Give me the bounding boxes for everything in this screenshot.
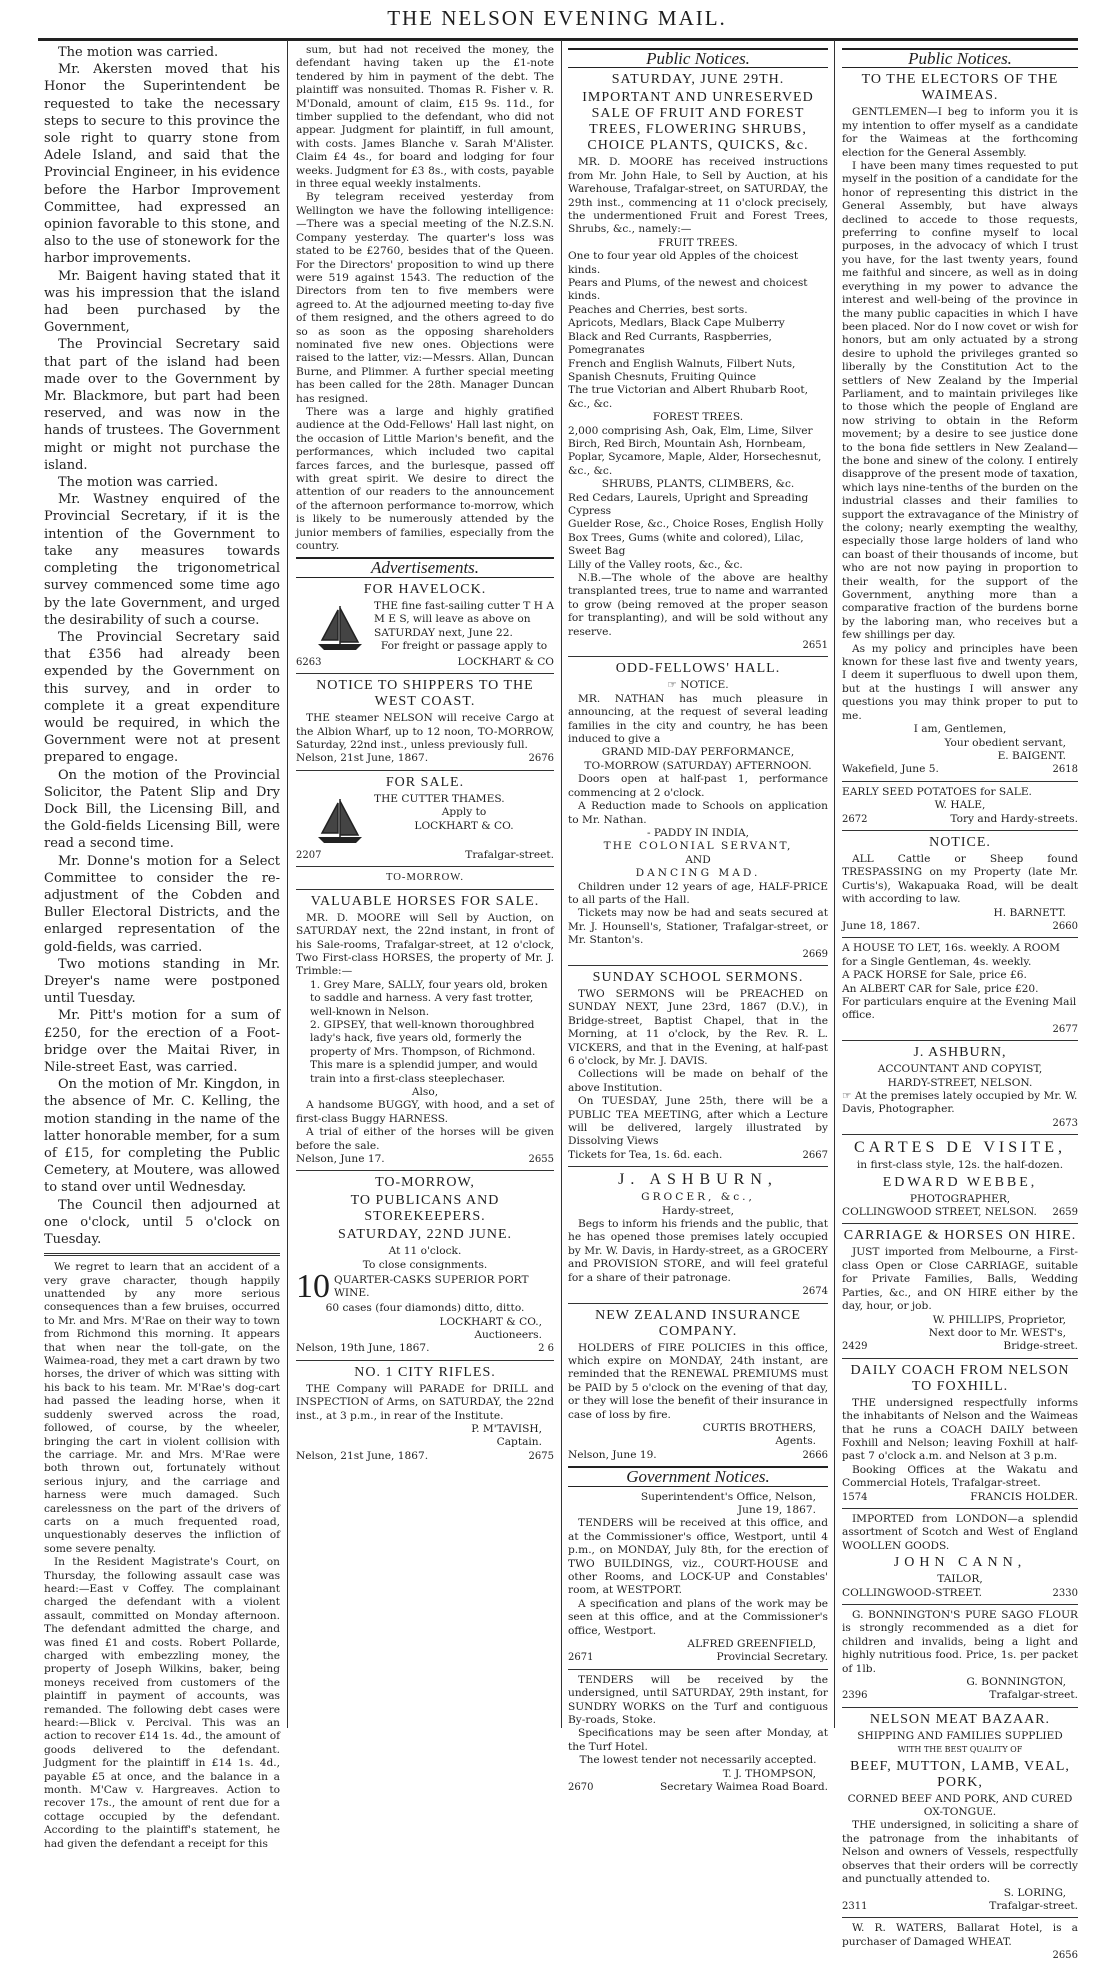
ad-electors bbox=[842, 72, 1078, 776]
local-news bbox=[44, 1261, 280, 1851]
ad-number: 2655 bbox=[528, 1154, 554, 1165]
ad-title: FOR SALE. bbox=[385, 774, 465, 790]
ad-sub: SHIPPING AND FAMILIES SUPPLIED bbox=[857, 1729, 1063, 1742]
ad-lowest: The lowest tender not necessarily accepted. bbox=[579, 1754, 817, 1767]
ad-sig: S. LORING, bbox=[1003, 1886, 1066, 1899]
ad-footer bbox=[568, 1149, 828, 1162]
ad-sig: T. J. THOMPSON, bbox=[722, 1767, 816, 1780]
paragraph: The motion was carried. bbox=[58, 475, 219, 491]
ad-sig: ALFRED GREENFIELD, bbox=[687, 1638, 816, 1651]
ad-street: Tory and Hardy-streets. bbox=[950, 812, 1078, 825]
ad-item: QUARTER-CASKS SUPERIOR PORT WINE. bbox=[334, 1273, 529, 1300]
ad-date: June 19, 1867. bbox=[737, 1503, 816, 1516]
ad-footer bbox=[296, 752, 554, 765]
ad-number: 2659 bbox=[1052, 1207, 1078, 1219]
pointing-hand-icon: ☞ bbox=[842, 1090, 855, 1103]
ad-body: TENDERS will be received by the undersigned, until SATURDAY, 29th instant, for SUNDRY WORKS on the Turf and contiguous By-roads, Stoke. bbox=[568, 1673, 828, 1727]
ad-body: MR. NATHAN has much pleasure in announcing, at the request of several leading families in the city and country, he has been induced to give a bbox=[568, 692, 828, 746]
ad-number: 2656 bbox=[1052, 1950, 1078, 1962]
ad-bazaar bbox=[842, 1712, 1078, 1913]
paragraph: Mr. Donne's motion for a Select Committee to consider the re-adjustment of the Cobden and Buller Electoral Districts, and the enlarged representation of the gold-fields, was carried. bbox=[44, 853, 280, 955]
paragraph: sum, but had not received the money, the defendant having taken up the £1-note tendered by him in payment of the debt. The plaintiff was nonsuited. Thomas R. Fisher v. R. M'Donald, amount of claim, £15 9s. 11d., for timber supplied to the defendant, who did not appear. Judgment for plaintiff, in full amount, with costs. James Blanche v. Sarah M'Alister. Claim £4 4s., for board and lodging for four weeks. Judgment for £3 8s., with costs, payable in three equal weekly instalments. bbox=[296, 44, 554, 191]
divider bbox=[568, 1303, 828, 1304]
ad-footer bbox=[842, 1900, 1078, 1913]
column-1 bbox=[44, 44, 280, 1850]
ad-buggy: A handsome BUGGY, with hood, and a set of first-class Buggy HARNESS. bbox=[296, 1099, 554, 1125]
list-item: The true Victorian and Albert Rhubarb Root, &c., &c. bbox=[568, 384, 809, 410]
paragraph: On the motion of the Provincial Solicitor, the Patent Slip and Dry Dock Bill, the Licensing Bill, and the Gold-fields Licensing Bill, were read a second time. bbox=[44, 767, 280, 852]
ad-show: THE COLONIAL SERVANT, bbox=[603, 840, 793, 853]
ad-notice bbox=[568, 679, 828, 692]
list-item: 2. GIPSEY, that well-known thoroughbred lady's hack, five years old, formerly the property of Mrs. Thompson, of Richmond. This mare is a splendid jumper, and would train into a first-class steeplechaser. bbox=[310, 1018, 538, 1085]
ad-footer bbox=[842, 1206, 1078, 1219]
ad-street: Bridge-street. bbox=[1003, 1340, 1078, 1353]
ad-date: Nelson, 19th June, 1867. bbox=[296, 1342, 430, 1355]
ad-title: SUNDAY SCHOOL SERMONS. bbox=[592, 969, 804, 985]
ad-number: 2 6 bbox=[538, 1343, 554, 1355]
ad-trial: A trial of either of the horses will be given before the sale. bbox=[296, 1126, 554, 1152]
ad-tuesday: On TUESDAY, June 25th, there will be a PUBLIC TEA MEETING, after which a Lecture will be delivered, largely illustrated by Dissolving Views bbox=[568, 1095, 828, 1148]
paragraph: The Provincial Secretary said that £356 had already been expended by the Government on this survey, and in order to complete it a great expenditure would be required, in which the Government were not at present prepared to engage. bbox=[44, 629, 280, 766]
divider bbox=[842, 1358, 1078, 1359]
ad-item: 60 cases (four diamonds) ditto, ditto. bbox=[325, 1302, 525, 1315]
ad-name: J. ASHBURN, bbox=[913, 1045, 1007, 1061]
ad-number: 6263 bbox=[296, 656, 322, 668]
ad-number: 2673 bbox=[1052, 1117, 1078, 1129]
section-divider bbox=[44, 1253, 280, 1256]
ad-number: 2666 bbox=[802, 1449, 828, 1461]
list-item: French and English Walnuts, Filbert Nuts, Spanish Chesnuts, Fruiting Quince bbox=[568, 357, 796, 383]
divider bbox=[296, 889, 554, 890]
ad-date: June 18, 1867. bbox=[842, 919, 921, 932]
ad-street: Hardy-street, bbox=[662, 1204, 734, 1217]
shrub-list bbox=[568, 492, 828, 572]
paragraph: The motion was carried. bbox=[58, 45, 219, 60]
ad-name: JOHN CANN, bbox=[893, 1555, 1027, 1571]
divider bbox=[296, 770, 554, 771]
list-item: Pears and Plums, of the newest and choicest kinds. bbox=[568, 277, 808, 303]
ad-footer bbox=[568, 1781, 828, 1794]
divider bbox=[842, 1604, 1078, 1605]
ad-line: THE CUTTER THAMES. bbox=[374, 792, 505, 805]
ad-body: in first-class style, 12s. the half-dozen. bbox=[856, 1159, 1064, 1172]
ad-addr: Next door to Mr. WEST's, bbox=[928, 1326, 1066, 1339]
ad-number: 2676 bbox=[528, 753, 554, 765]
paragraph: There was a large and highly gratified audience at the Odd-Fellows' Hall last night, on the occasion of Little Marion's benefit, and the performances, which included two capital farces farces, and the burlesque, passed off with great spirit. We desire to direct the attention of our readers to the announcement of the afternoon performance to-morrow, which is likely to be numerously attended by the junior members of families, especially from the country. bbox=[296, 405, 554, 553]
ad-body: MR. D. MOORE has received instructions from Mr. John Hale, to Sell by Auction, at his Warehouse, Trafalgar-street, on SATURDAY, the 29th inst., commencing at 11 o'clock precisely, the undermentioned Fruit and Forest Trees, Shrubs, &c., namely:— bbox=[568, 156, 828, 236]
ad-date: Nelson, 21st June, 1867. bbox=[296, 1449, 429, 1462]
ad-number: 2671 bbox=[568, 1652, 594, 1664]
ad-date: Nelson, 21st June, 1867. bbox=[296, 752, 429, 765]
council-report bbox=[44, 44, 280, 1248]
ad-title: IMPORTANT AND UNRESERVED SALE OF FRUIT AND FOREST TREES, FLOWERING SHRUBS, CHOICE PLANTS, QUICKS, &c. bbox=[582, 90, 814, 154]
ad-footer bbox=[296, 849, 554, 862]
divider bbox=[842, 1508, 1078, 1509]
ad-para: I have been many times requested to put myself in the position of a candidate for the honor of representing this district in the General Assembly, but have always declined to accede to those requests, preferring to confine myself to local purposes, in the advocacy of which I trust you have, for the last twenty years, found me faithful and sincere, as well as in doing everything in my power to advance the interest and well-being of the province in the many public capacities in which I have been placed. Nor do I now covet or wish for honors, but am only actuated by a strong desire to uphold the privileges granted so liberally by the Constitution Act to the settlers of New Zealand by the Imperial Parliament, and to maintain privileges like to those which the people of England are now striving to obtain in the Reform movement; by a desire to see justice done to the bona fide settlers in New Zealand—the bone and sinew of the colony. I entirely disapprove of the present mode of taxation, which lays nine-tenths of the burden on the industrial classes and their families to support the extravagance of the Ministry of the colony; nearly exempting the wealthy, especially those large holders of land who can boast of their thousands of income, but who are not now paying in proportion to their wealth, for the support of the Government, anything more than a comparative fraction of the burdens borne by the laboring man, who receives but a few shillings per day. bbox=[842, 160, 1078, 642]
ad-time: At 11 o'clock. bbox=[388, 1245, 462, 1258]
ad-sig: W. PHILLIPS, Proprietor, bbox=[932, 1313, 1066, 1326]
ad-publicans bbox=[296, 1175, 554, 1355]
ad-street: Trafalgar-street. bbox=[465, 848, 554, 861]
ad-role: Agents. bbox=[775, 1435, 816, 1448]
divider bbox=[568, 656, 828, 657]
ship-icon bbox=[314, 602, 366, 654]
divider bbox=[842, 1134, 1078, 1135]
ad-cartes bbox=[842, 1139, 1078, 1219]
divider bbox=[568, 965, 828, 966]
ad-body: TWO SERMONS will be PREACHED on SUNDAY NEXT, June 23rd, 1867 (D.V.), in Bridge-street, Baptist Chapel, that in the Morning, at 11 o'clock, by the Rev. R. L. VICKERS, and that in the Evening, at half-past 6 o'clock, by Mr. J. DAVIS. bbox=[568, 987, 828, 1067]
column-3 bbox=[568, 44, 828, 1794]
pointing-hand-icon: ☞ bbox=[667, 679, 681, 692]
ad-sermons bbox=[568, 970, 828, 1162]
ad-body: IMPORTED from LONDON—a splendid assortment of Scotch and West of England WOOLLEN GOODS. bbox=[842, 1512, 1078, 1552]
ad-number: 2667 bbox=[802, 1149, 828, 1161]
forest-head: FOREST TREES. bbox=[652, 411, 744, 424]
ad-body: TENDERS will be received at this office, and at the Commissioner's office, Westport, until 4 p.m., on MONDAY, July 8th, for the erection of TWO BUILDINGS, viz., COURT-HOUSE and other Rooms, and LOCK-UP and Constables' room, at WESTPORT. bbox=[568, 1517, 828, 1597]
ad-role: Auctioneers. bbox=[474, 1329, 542, 1342]
ad-body: W. R. WATERS, Ballarat Hotel, is a purchaser of Damaged WHEAT. bbox=[842, 1922, 1078, 1948]
ad-title: VALUABLE HORSES FOR SALE. bbox=[310, 893, 540, 909]
column-4 bbox=[842, 44, 1078, 1962]
ad-sig: E. BAIGENT. bbox=[997, 749, 1066, 762]
ad-street: Trafalgar-street. bbox=[989, 1689, 1078, 1702]
ad-role: Captain. bbox=[496, 1436, 542, 1449]
ad-trespass-notice bbox=[842, 835, 1078, 933]
ad-line: For particulars enquire at the Evening Mail office. bbox=[842, 996, 1077, 1022]
ad-also: Also, bbox=[411, 1085, 439, 1098]
list-item: Guelder Rose, &c., Choice Roses, English Holly bbox=[568, 518, 824, 531]
ad-show: DANCING MAD. bbox=[635, 867, 761, 880]
ad-title: TO THE ELECTORS OF THE WAIMEAS. bbox=[861, 72, 1059, 104]
divider bbox=[842, 1223, 1078, 1224]
ad-title: DAILY COACH FROM NELSON TO FOXHILL. bbox=[850, 1362, 1070, 1394]
ad-role: TAILOR, bbox=[937, 1573, 983, 1586]
paragraph: By telegram received yesterday from Wellington we have the following intelligence:—There was a special meeting of the N.Z.S.N. Company yesterday. The quarter's loss was stated to be £2760, besides that of the Queen. For the Directors' proposition to wind up there were 519 against 1543. The reduction of the Directors from ten to five members were agreed to. At the adjourned meeting to-day five of them resigned, and the others agreed to do so as soon as the opposing shareholders nominated five new ones. Objections were raised to the latter, viz:—Messrs. Allan, Duncan Burne, and Plimmer. A further special meeting has been called for the 28th. Manager Duncan has resigned. bbox=[296, 191, 554, 405]
ad-body: Begs to inform his friends and the public, that he has opened those premises lately occupied by Mr. W. Davis, in Hardy-street, as a GROCERY and PROVISION STORE, and will feel grateful for a share of their patronage. bbox=[568, 1218, 828, 1284]
ad-trade: GROCER, &c., bbox=[641, 1191, 755, 1204]
paragraph: The Council then adjourned at one o'clock, until 5 o'clock on Tuesday. bbox=[44, 1197, 280, 1248]
ad-spec: A specification and plans of the work may be seen at this office, and at the Commissioner's office, Westport. bbox=[568, 1597, 828, 1637]
ad-doors: Doors open at half-past 1, performance commencing at 2 o'clock. bbox=[568, 773, 828, 799]
ad-body-row bbox=[842, 1090, 1078, 1117]
ad-body: At the premises lately occupied by Mr. W. Davis, Photographer. bbox=[842, 1090, 1078, 1116]
ad-cured: CORNED BEEF AND PORK, AND CURED OX-TONGUE. bbox=[847, 1792, 1073, 1819]
ad-sago bbox=[842, 1609, 1078, 1703]
ad-and: AND bbox=[685, 853, 711, 866]
list-item: One to four year old Apples of the choicest kinds. bbox=[568, 250, 799, 276]
ad-body: THE steamer NELSON will receive Cargo at the Albion Wharf, up to 12 noon, TO-MORROW, Saturday, 22nd inst., unless previously full. bbox=[296, 712, 554, 752]
ad-number: 2429 bbox=[842, 1341, 868, 1353]
column-divider bbox=[287, 40, 288, 1728]
horse-list bbox=[296, 979, 554, 1086]
ad-office: Superintendent's Office, Nelson, bbox=[640, 1490, 816, 1503]
list-item: Box Trees, Gums (white and colored), Lilac, Sweet Bag bbox=[568, 531, 804, 558]
list-item: Apricots, Medlars, Black Cape Mulberry bbox=[568, 317, 785, 330]
ad-pre: TO-MORROW. bbox=[386, 872, 464, 884]
ad-agent: LOCKHART & CO., bbox=[439, 1315, 542, 1328]
ad-footer bbox=[842, 763, 1078, 776]
divider bbox=[296, 1360, 554, 1361]
ad-sig: H. BARNETT. bbox=[993, 906, 1066, 919]
ad-bignum: 10 bbox=[296, 1268, 330, 1306]
paragraph: Mr. Wastney enquired of the Provincial Secretary, if it is the intention of the Government to take any measures towards completing the trigonometrical survey commenced some time ago by the late Government, and urged the desirability of such a course. bbox=[44, 492, 280, 628]
ad-meats: BEEF, MUTTON, LAMB, VEAL, PORK, bbox=[850, 1758, 1070, 1790]
column-2 bbox=[296, 44, 554, 1724]
ad-number: 2672 bbox=[842, 813, 868, 825]
ad-street: COLLINGWOOD-STREET. bbox=[842, 1586, 982, 1599]
divider bbox=[842, 937, 1078, 938]
ad-body: THE undersigned, in soliciting a share of the patronage from the inhabitants of Nelson and owners of Vessels, respectfully observes that their orders will be correctly and punctually attended to. bbox=[842, 1819, 1078, 1886]
ad-title: CARTES DE VISITE, bbox=[853, 1139, 1067, 1157]
ad-perf: GRAND MID-DAY PERFORMANCE, bbox=[601, 746, 795, 759]
ad-number: 2669 bbox=[802, 948, 828, 960]
ad-title: TO PUBLICANS AND STOREKEEPERS. bbox=[350, 1193, 500, 1225]
divider bbox=[568, 1669, 828, 1670]
ad-number: 2675 bbox=[528, 1450, 554, 1462]
ad-footer bbox=[842, 1340, 1078, 1353]
ad-children: Children under 12 years of age, HALF-PRICE to all parts of the Hall. bbox=[568, 880, 828, 906]
ad-body: JUST imported from Melbourne, a First-class Open or Close CARRIAGE, suitable for Private Families, Balls, Wedding Parties, &c., and ON HIRE either by the day, hour, or job. bbox=[842, 1246, 1078, 1313]
ad-street: Trafalgar-street. bbox=[989, 1899, 1078, 1912]
ad-number: 2311 bbox=[842, 1900, 868, 1912]
ad-accountant bbox=[842, 1045, 1078, 1130]
ad-booking: Booking Offices at the Wakatu and Commercial Hotels, Trafalgar-street. bbox=[842, 1463, 1078, 1490]
ad-footer bbox=[568, 1651, 828, 1664]
ad-ashburn-grocer bbox=[568, 1171, 828, 1298]
ad-footer bbox=[568, 1449, 828, 1462]
ad-number: 2670 bbox=[568, 1782, 594, 1794]
ad-title: ODD-FELLOWS' HALL. bbox=[615, 661, 781, 677]
shrubs-head: SHRUBS, PLANTS, CLIMBERS, &c. bbox=[601, 478, 795, 491]
paragraph: Mr. Baigent having stated that it was his impression that the island had been purchased by the Government, bbox=[44, 268, 280, 336]
ad-footer bbox=[842, 1689, 1078, 1702]
ad-potatoes bbox=[842, 786, 1078, 826]
ad-with: WITH THE BEST QUALITY OF bbox=[897, 1745, 1023, 1755]
section-heading: Government Notices. bbox=[568, 1466, 828, 1486]
ad-date: Nelson, June 17. bbox=[296, 1153, 385, 1165]
ad-line: LOCKHART & CO. bbox=[414, 819, 514, 832]
ad-rifles bbox=[296, 1365, 554, 1463]
ad-name: EDWARD WEBBE, bbox=[882, 1174, 1038, 1190]
ad-sig: W. HALE, bbox=[934, 799, 986, 812]
ad-role: Provincial Secretary. bbox=[716, 1651, 828, 1664]
news-continued bbox=[296, 44, 554, 553]
ad-tickets: Tickets for Tea, 1s. 6d. each. bbox=[568, 1148, 723, 1161]
ad-sig: P. M'TAVISH, bbox=[471, 1423, 542, 1436]
ad-tenders-westport bbox=[568, 1491, 828, 1665]
ad-footer bbox=[296, 1342, 554, 1355]
ad-close: I am, Gentlemen, bbox=[913, 723, 1007, 736]
ad-number: 2651 bbox=[802, 640, 828, 652]
ad-para: As my policy and principles have been known for these last five and twenty years, I deem it superfluous to dwell upon them, but at the hustings I will answer any questions you may think proper to put to me. bbox=[842, 642, 1078, 722]
list-item: Lilly of the Valley roots, &c., &c. bbox=[568, 558, 743, 571]
ad-item-row bbox=[296, 1268, 554, 1306]
ad-title: ACCOUNTANT AND COPYIST, bbox=[877, 1063, 1043, 1076]
ad-sig: CURTIS BROTHERS, bbox=[702, 1421, 816, 1434]
ad-line: A PACK HORSE for Sale, price £6. bbox=[842, 969, 1027, 982]
ad-havelock bbox=[296, 582, 554, 669]
paragraph: In the Resident Magistrate's Court, on Thursday, the following assault case was heard:—East v Coffey. The complainant charged the defendant with a violent assault, committed on Monday afternoon. The defendant admitted the charge, and was fined £1 and costs. Robert Pollarde, charged with embezzling money, the property of Joseph Wilkins, baker, being moneys received from customers of the plaintiff in payment of accounts, was remanded. The following debt cases were heard:—Blick v. Percival. This was an action to recover £14 1s. 4d., the amount of goods delivered to the defendant. Judgment for the plaintiff in £14 1s. 4d., payable £5 at once, and the balance in a month. M'Caw v. Hargreaves. Action to recover 17s., the amount of rent due for a cottage occupied by the defendant. According to the plaintiff's statement, he had given the defendant a receipt for this bbox=[44, 1556, 280, 1850]
ad-street: COLLINGWOOD STREET, NELSON. bbox=[842, 1206, 1037, 1219]
divider bbox=[296, 866, 554, 867]
ad-footer bbox=[842, 813, 1078, 826]
ad-horses bbox=[296, 871, 554, 1166]
divider bbox=[842, 1707, 1078, 1708]
divider bbox=[568, 1166, 828, 1167]
ad-date: Wakefield, June 5. bbox=[842, 763, 939, 776]
ad-role: PHOTOGRAPHER, bbox=[909, 1192, 1011, 1205]
divider bbox=[842, 781, 1078, 782]
ad-tenders-stoke bbox=[568, 1674, 828, 1795]
ad-sig: G. BONNINGTON, bbox=[966, 1676, 1066, 1689]
ad-body: EARLY SEED POTATOES for SALE. bbox=[842, 785, 1032, 798]
paragraph: We regret to learn that an accident of a very grave character, though happily unattended by any more serious consequences than a few bruises, occurred to Mr. and Mrs. M'Rae on their way to town from Richmond this morning. It appears that when near the toll-gate, on the Waimea-road, they met a cart drawn by two horses, the driver of which was sitting with his back to his team. Mr. M'Rae's dog-cart had passed the leading horse, when it suddenly swerved across the road, followed, of course, by the wheeler, bringing the cart in violent collision with the carriage. Mr. and Mrs. M'Rae were both thrown out, fortunately without serious injury, and the carriage and harness were much damaged. Such carelessness on the part of the drivers of carts on a much frequented road, unquestionably deserves the infliction of some severe penalty. bbox=[44, 1261, 280, 1555]
ad-freight: For freight or passage apply to bbox=[380, 640, 548, 653]
ad-spec: Specifications may be seen after Monday, at the Turf Hotel. bbox=[568, 1727, 828, 1753]
fruit-list bbox=[568, 250, 828, 411]
divider bbox=[296, 673, 554, 674]
ad-body: THE Company will PARADE for DRILL and INSPECTION of Arms, on SATURDAY, the 22nd inst., at 3 p.m., in rear of the Institute. bbox=[296, 1382, 554, 1422]
ad-show: - PADDY IN INDIA, bbox=[646, 826, 750, 839]
ad-collections: Collections will be made on behalf of the above Institution. bbox=[568, 1068, 828, 1094]
list-item: Peaches and Cherries, best sorts. bbox=[568, 303, 748, 316]
ad-title: J. ASHBURN, bbox=[618, 1171, 778, 1189]
ad-footer bbox=[296, 1153, 554, 1166]
notice-label: NOTICE. bbox=[680, 679, 729, 692]
ship-icon bbox=[314, 795, 366, 847]
ad-close: To close consignments. bbox=[362, 1258, 488, 1271]
paragraph: Mr. Akersten moved that his Honor the Superintendent be requested to take the necessary steps to secure to this province the sole right to quarry stone from Adele Island, and said that the Provincial Engineer, in his evidence before the Harbor Improvement Committee, had expressed an opinion favorable to this stone, and also to the use of stonework for the harbor improvements. bbox=[44, 62, 280, 267]
ad-body: HOLDERS of FIRE POLICIES in this office, which expire on MONDAY, 24th instant, are reminded that the RENEWAL PREMIUMS must be PAID by 5 o'clock on the evening of that day, or they will lose the benefit of their insurance in case of loss by fire. bbox=[568, 1341, 828, 1421]
ad-number: 2207 bbox=[296, 849, 322, 861]
ad-nb: N.B.—The whole of the above are healthy transplanted trees, true to name and warranted to grow (being removed at the proper season for transplanting), and will be sold without any reserve. bbox=[568, 572, 828, 638]
ad-para: GENTLEMEN—I beg to inform you it is my intention to offer myself as a candidate for the Waimeas at the forthcoming election for the General Assembly. bbox=[842, 106, 1078, 159]
ad-body: MR. D. MOORE will Sell by Auction, on SATURDAY next, the 22nd instant, in front of his Sale-rooms, Trafalgar-street, at 12 o'clock, Two First-class HORSES, the property of Mr. J. Trimble:— bbox=[296, 911, 554, 978]
ad-auction bbox=[568, 72, 828, 652]
top-rule bbox=[38, 38, 1078, 41]
ad-footer bbox=[842, 1587, 1078, 1600]
column-divider bbox=[561, 40, 562, 1728]
ad-number: 1574 bbox=[842, 1491, 868, 1503]
list-item: Black and Red Currants, Raspberries, Pomegranates bbox=[568, 330, 772, 357]
ad-line: Apply to bbox=[441, 806, 487, 819]
ad-footer bbox=[842, 1491, 1078, 1504]
ad-when: TO-MORROW (SATURDAY) AFTERNOON. bbox=[584, 759, 812, 772]
ad-title: NOTICE. bbox=[929, 834, 991, 850]
ad-number: 2618 bbox=[1052, 764, 1078, 776]
ad-role: Secretary Waimea Road Board. bbox=[660, 1781, 828, 1794]
ad-footer bbox=[296, 656, 554, 669]
ad-line: An ALBERT CAR for Sale, price £20. bbox=[842, 982, 1039, 995]
divider bbox=[296, 1170, 554, 1171]
ad-street: HARDY-STREET, NELSON. bbox=[887, 1076, 1033, 1089]
list-item: 1. Grey Mare, SALLY, four years old, broken to saddle and harness. A very fast trotter, well-known in Nelson. bbox=[310, 978, 548, 1018]
ad-insurance bbox=[568, 1308, 828, 1463]
ad-sig: FRANCIS HOLDER. bbox=[970, 1490, 1078, 1503]
fruit-head: FRUIT TREES. bbox=[658, 236, 738, 249]
ad-number: 2396 bbox=[842, 1690, 868, 1702]
ad-body: THE undersigned respectfully informs the inhabitants of Nelson and the Waimeas that he runs a COACH DAILY between Foxhill and Nelson; leaving Foxhill at half-past 7 o'clock a.m. and Nelson at 3 p.m. bbox=[842, 1396, 1078, 1463]
ad-number: 2660 bbox=[1052, 920, 1078, 932]
ad-tailor bbox=[842, 1513, 1078, 1600]
ad-carriage bbox=[842, 1228, 1078, 1353]
ad-body: THE fine fast-sailing cutter T H A M E S, will leave as above on SATURDAY next, June 22. bbox=[374, 599, 554, 639]
ad-footer bbox=[296, 1450, 554, 1463]
ad-forsale bbox=[296, 775, 554, 862]
forest-list: 2,000 comprising Ash, Oak, Elm, Lime, Silver Birch, Red Birch, Mountain Ash, Hornbeam, Poplar, Sycamore, Maple, Alder, Horsechesnut, &c., &c. bbox=[568, 424, 822, 477]
ad-footer bbox=[842, 920, 1078, 933]
ad-date-head: SATURDAY, 22ND JUNE. bbox=[337, 1227, 513, 1243]
ad-number: 2330 bbox=[1052, 1587, 1078, 1599]
paragraph: Mr. Pitt's motion for a sum of £250, for the erection of a Foot-bridge over the Maitai River, in Nile-street East, was carried. bbox=[44, 1008, 280, 1075]
ad-shippers bbox=[296, 678, 554, 766]
ad-coach bbox=[842, 1363, 1078, 1504]
ad-oddfellows bbox=[568, 661, 828, 961]
ad-date: Nelson, June 19. bbox=[568, 1448, 657, 1461]
section-heading: Public Notices. bbox=[568, 48, 828, 68]
ad-agent: LOCKHART & CO bbox=[457, 655, 554, 668]
list-item: Red Cedars, Laurels, Upright and Spreading Cypress bbox=[568, 491, 809, 517]
ad-title: NELSON MEAT BAZAAR. bbox=[869, 1711, 1051, 1727]
ad-house bbox=[842, 942, 1078, 1036]
ad-body: ALL Cattle or Sheep found TRESPASSING on my Property (late Mr. Curtis's), Wakapuaka Road, will be dealt with according to law. bbox=[842, 852, 1078, 906]
paragraph: Two motions standing in Mr. Dreyer's name were postponed until Tuesday. bbox=[44, 956, 280, 1007]
divider bbox=[842, 1040, 1078, 1041]
ad-title: CARRIAGE & HORSES ON HIRE. bbox=[843, 1228, 1077, 1244]
ad-tickets: Tickets may now be had and seats secured at Mr. J. Hounsell's, Stationer, Trafalgar-street, or Mr. Stanton's. bbox=[568, 907, 828, 947]
ad-number: 2677 bbox=[1052, 1023, 1078, 1035]
ad-number: 2674 bbox=[802, 1286, 828, 1298]
divider bbox=[842, 1917, 1078, 1918]
ad-reduction: A Reduction made to Schools on application to Mr. Nathan. bbox=[568, 800, 828, 826]
ad-close: Your obedient servant, bbox=[944, 736, 1066, 749]
ad-title: NOTICE TO SHIPPERS TO THE WEST COAST. bbox=[316, 678, 534, 710]
paragraph: On the motion of Mr. Kingdon, in the absence of Mr. C. Kelling, the motion standing in the name of the latter honorable member, for a sum of £15, for completing the Public Cemetery, at Moutere, was allowed to stand over until Wednesday. bbox=[44, 1077, 280, 1196]
ad-line: A HOUSE TO LET, 16s. weekly. A ROOM for a Single Gentleman, 4s. weekly. bbox=[842, 942, 1060, 968]
ad-wheat bbox=[842, 1922, 1078, 1962]
paragraph: The Provincial Secretary said that part of the island had been made over to the Government by Mr. Blackmore, but part had been reserved, and was now in the hands of trustees. The Government might or might not purchase the island. bbox=[44, 337, 280, 473]
column-divider bbox=[834, 40, 835, 1728]
ad-pre: TO-MORROW, bbox=[375, 1175, 475, 1191]
ad-title: NEW ZEALAND INSURANCE COMPANY. bbox=[595, 1307, 801, 1339]
divider bbox=[842, 830, 1078, 831]
section-heading: Public Notices. bbox=[842, 48, 1078, 68]
section-heading: Advertisements. bbox=[296, 557, 554, 577]
ad-title: FOR HAVELOCK. bbox=[363, 581, 487, 597]
ad-date-head: SATURDAY, JUNE 29TH. bbox=[611, 72, 785, 88]
ad-title: NO. 1 CITY RIFLES. bbox=[354, 1364, 496, 1380]
ad-body: G. BONNINGTON'S PURE SAGO FLOUR is strongly recommended as a diet for children and invalids, being a light and highly nutritious food. Price, 1s. per packet of 1lb. bbox=[842, 1609, 1078, 1675]
masthead: THE NELSON EVENING MAIL. bbox=[387, 6, 727, 30]
